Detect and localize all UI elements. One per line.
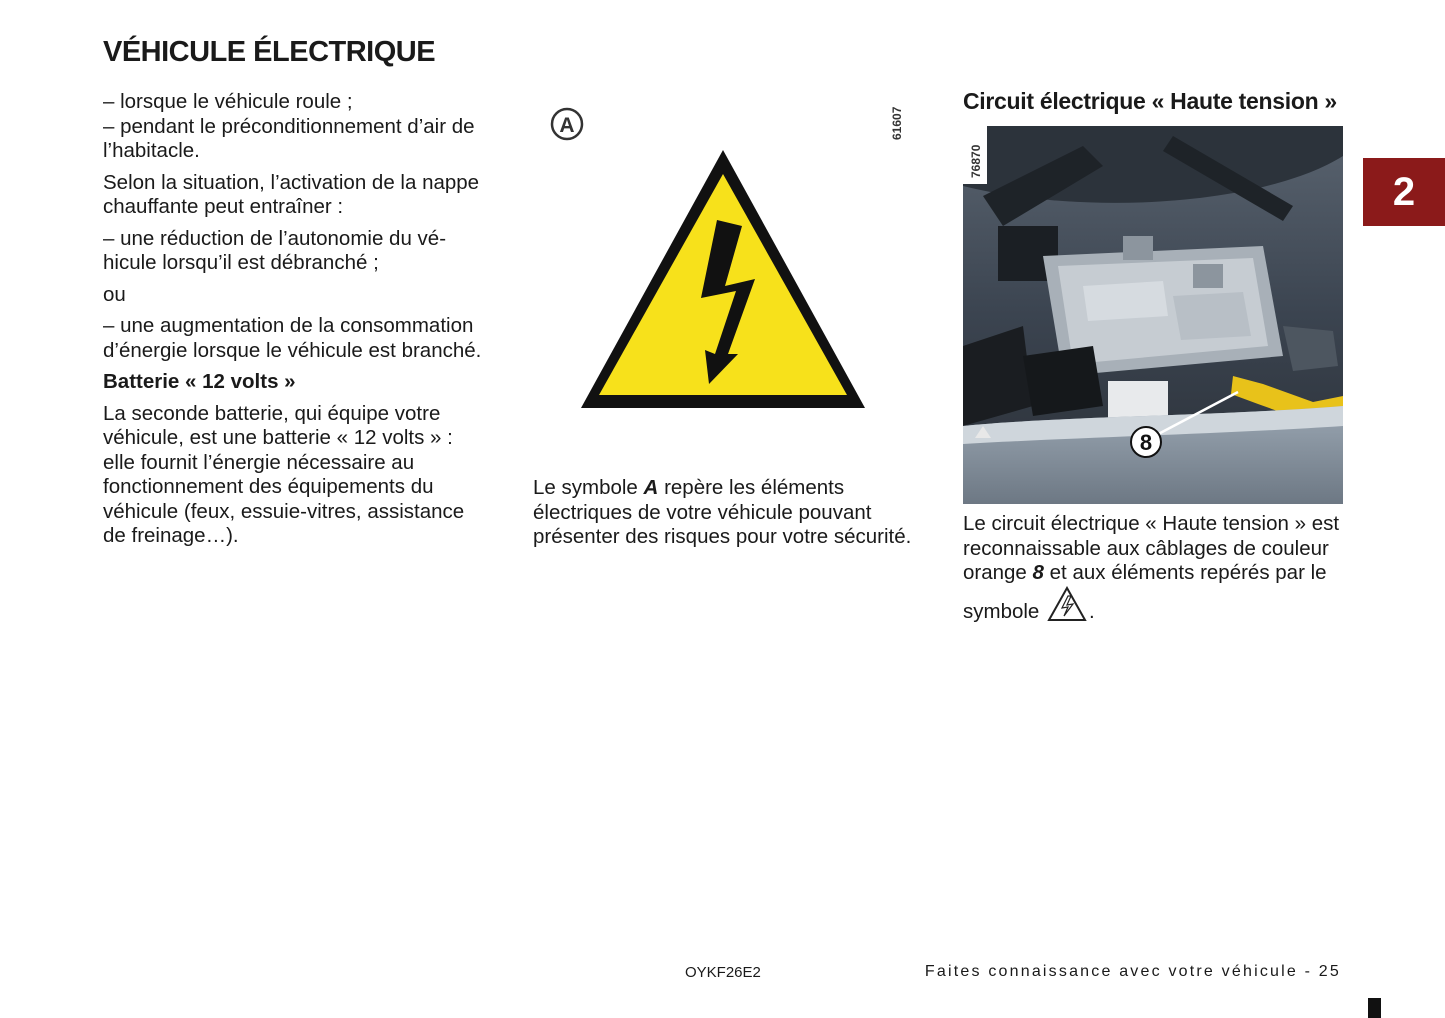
list-item: – lorsque le véhicule roule ; [103, 90, 353, 113]
chapter-tab: 2 [1363, 158, 1445, 226]
page-title: VÉHICULE ÉLECTRIQUE [103, 36, 436, 68]
figure-warning-symbol [533, 92, 913, 442]
callout-number: 8 [1139, 430, 1153, 455]
right-column [963, 512, 1348, 635]
symbol-reference: A [643, 476, 659, 499]
paragraph: La seconde batterie, qui équipe votre véhicule, est une batterie « 12 volts » : elle fournit l’énergie nécessaire au fonctionnement des équipements du véhicule (feux, essuie-vitres, assistance de freinage…). [103, 401, 465, 547]
footer-page-label: Faites connaissance avec votre véhicule - 25 [924, 963, 1341, 980]
callout-reference: 8 [1032, 561, 1044, 584]
figure-number: 61607 [890, 106, 904, 140]
figure-label: A [559, 114, 575, 137]
middle-column [533, 476, 918, 557]
section-heading: Batterie « 12 volts » [103, 370, 296, 393]
footer-code: OYKF26E2 [685, 964, 761, 981]
caption-text: repère les éléments électriques de votre véhicule pouvant présenter des risques pour votre sécurité. [533, 476, 912, 548]
high-voltage-symbol-icon [1047, 586, 1087, 629]
engine-bay-photo [963, 126, 1343, 504]
caption-text: Le symbole [533, 476, 638, 499]
list-item: – pendant le préconditionnement d’air de l’habitacle. [103, 114, 475, 162]
paragraph: Selon la situation, l’activation de la nappe chauffante peut entraîner : [103, 170, 480, 218]
left-column [103, 90, 483, 556]
figure-number: 76870 [969, 144, 983, 178]
high-voltage-warning-icon [533, 92, 913, 442]
list-item: – une augmentation de la consommation d’énergie lorsque le véhicule est branché. [103, 314, 482, 362]
paragraph-text: et aux éléments repérés par le symbole [963, 561, 1327, 623]
paragraph-text: Le circuit électrique « Haute tension » est reconnaissable aux câblages de couleur orange [963, 512, 1340, 584]
crop-mark [1368, 998, 1381, 1018]
list-item: – une réduction de l’autonomie du véhicule lorsqu’il est débranché ; [103, 226, 447, 274]
paragraph: ou [103, 282, 126, 306]
period: . [1089, 599, 1095, 623]
engine-bay-illustration [963, 126, 1343, 504]
section-heading: Circuit électrique « Haute tension » [963, 88, 1337, 114]
